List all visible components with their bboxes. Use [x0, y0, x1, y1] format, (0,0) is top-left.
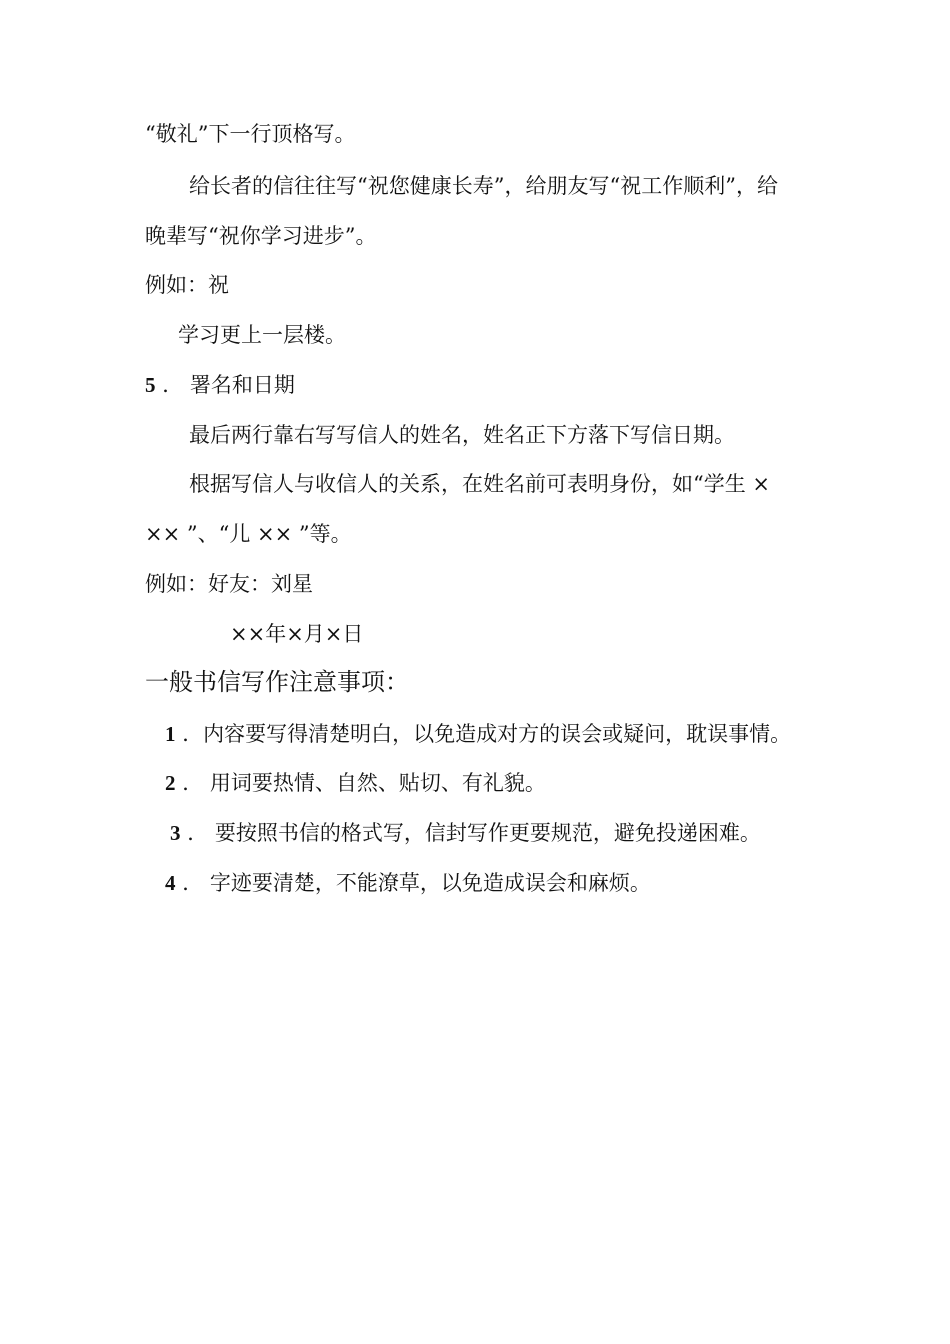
notes-heading: 一般书信写作注意事项： — [145, 668, 409, 696]
paragraph-line: “敬礼”下一行顶格写。 — [145, 122, 356, 146]
list-item-number: 3 — [170, 821, 181, 845]
list-item-number: 2 — [165, 771, 176, 795]
paragraph-line: 最后两行靠右写写信人的姓名，姓名正下方落下写信日期。 — [189, 423, 735, 447]
list-item — [170, 819, 761, 847]
example-line: ××年×月×日 — [230, 622, 364, 646]
example-line: 学习更上一层楼。 — [178, 323, 346, 347]
paragraph-line: 晚辈写“祝你学习进步”。 — [145, 224, 377, 248]
paragraph-line: 根据写信人与收信人的关系，在姓名前可表明身份，如“学生 × — [189, 472, 771, 496]
list-item-text: ． 字迹要清楚，不能潦草，以免造成误会和麻烦。 — [182, 871, 651, 895]
list-item-number: 4 — [165, 871, 176, 895]
list-item-text: ． 要按照书信的格式写，信封写作更要规范，避免投递困难。 — [187, 821, 761, 845]
list-item — [165, 869, 651, 897]
paragraph-line: 给长者的信往往写“祝您健康长寿”，给朋友写“祝工作顺利”，给 — [189, 174, 778, 198]
paragraph-line: ×× ”、“儿 ×× ”等。 — [145, 522, 352, 546]
section-title: ． 署名和日期 — [162, 373, 295, 397]
section-number: 5 — [145, 373, 156, 397]
list-item-number: 1 — [165, 722, 176, 746]
example-line: 例如：祝 — [145, 273, 229, 297]
example-line: 例如：好友：刘星 — [145, 572, 313, 596]
list-item — [165, 720, 791, 748]
list-item — [165, 769, 546, 797]
section-heading — [145, 371, 295, 399]
list-item-text: ．内容要写得清楚明白，以免造成对方的误会或疑问，耽误事情。 — [182, 722, 792, 746]
list-item-text: ． 用词要热情、自然、贴切、有礼貌。 — [182, 771, 546, 795]
